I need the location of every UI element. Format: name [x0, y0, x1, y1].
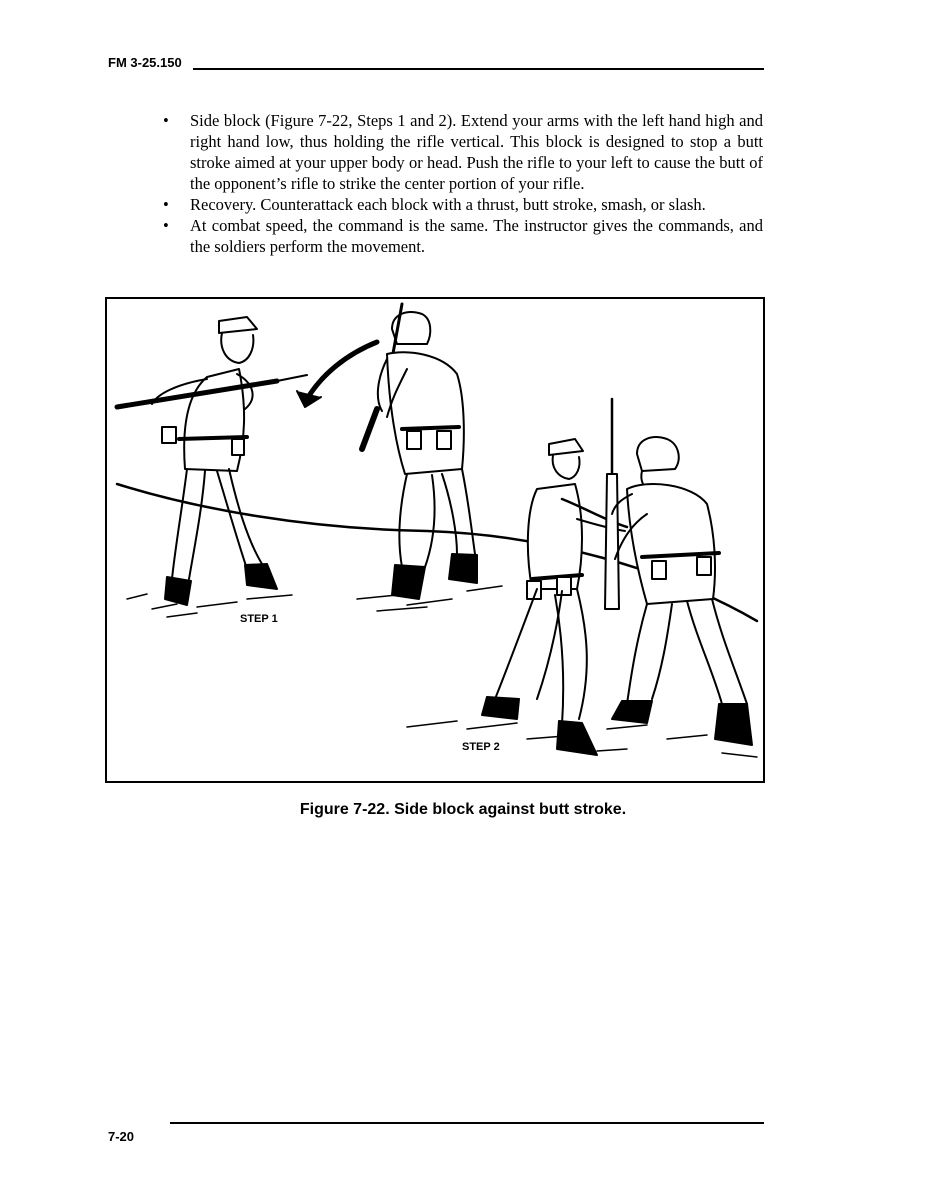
- list-item: [163, 110, 763, 194]
- bullet-icon: •: [163, 216, 169, 235]
- manual-id-header: FM 3-25.150: [108, 55, 182, 70]
- step1-attacker-figure: [357, 304, 502, 611]
- step2-label: STEP 2: [462, 741, 500, 753]
- figure-illustration: [105, 297, 765, 783]
- footer-rule: [170, 1122, 764, 1124]
- list-item-text: At combat speed, the command is the same. The instructor gives the commands, and the soldiers perform the movement.: [190, 216, 763, 256]
- list-item: [163, 215, 763, 257]
- soldiers-drawing: [107, 299, 763, 781]
- figure-caption: Figure 7-22. Side block against butt stroke.: [299, 801, 627, 818]
- instruction-list: [163, 110, 763, 257]
- bullet-icon: •: [163, 195, 169, 214]
- step2-attacker-figure: [407, 439, 627, 755]
- bullet-icon: •: [163, 111, 169, 130]
- list-item-text: Side block (Figure 7-22, Steps 1 and 2). Extend your arms with the left hand high and right hand low, thus holding the rifle vertical. This block is designed to stop a butt stroke aimed at your upper body or head. Push the rifle to your left to cause the butt of the opponent’s rifle to strike the center portion of your rifle.: [190, 111, 763, 193]
- step1-label: STEP 1: [240, 613, 278, 625]
- page-number: 7-20: [108, 1129, 135, 1144]
- list-item-text: Recovery. Counterattack each block with a thrust, butt stroke, smash, or slash.: [190, 195, 706, 214]
- list-item: [163, 194, 763, 215]
- header-rule: [193, 68, 764, 70]
- step2-defender-figure: [605, 399, 757, 757]
- step1-defender-figure: [117, 317, 307, 617]
